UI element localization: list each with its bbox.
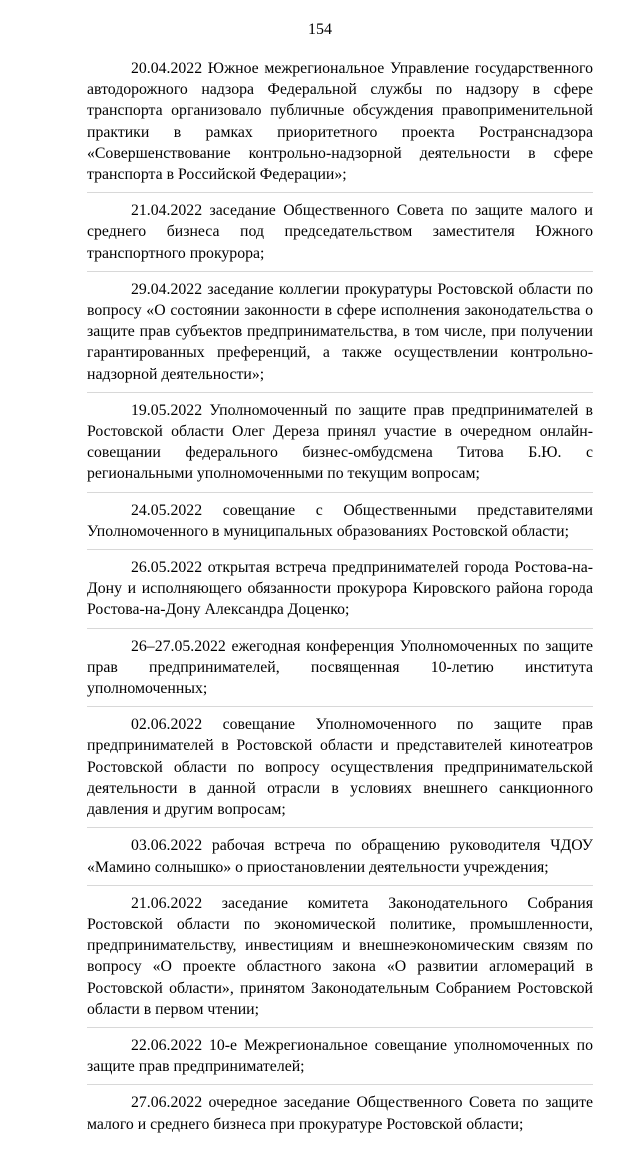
list-item: 19.05.2022 Уполномоченный по защите прав предпринимателей в Ростовской области Олег Дереза принял участие в очередном онлайн-совещании федерального бизнес-омбудсмена Титова Б.Ю. с региональными уполномоченными по текущим вопросам;: [87, 400, 593, 493]
list-item: 21.06.2022 заседание комитета Законодательного Собрания Ростовской области по экономической политике, промышленности, предпринимательству, инвестициям и внешнеэкономическим связям по вопросу «О проекте областного закона «О развитии агломераций в Ростовской области», принятом Законодательным Собранием Ростовской области в первом чтении;: [87, 893, 593, 1028]
list-item: 29.04.2022 заседание коллегии прокуратуры Ростовской области по вопросу «О состоянии законности в сфере исполнения законодательства о защите прав субъектов предпринимательства, в том числе, при получении гарантированных преференций, а также осуществлении контрольно-надзорной деятельности»;: [87, 279, 593, 393]
list-item: 26–27.05.2022 ежегодная конференция Уполномоченных по защите прав предпринимателей, посвященная 10-летию института уполномоченных;: [87, 636, 593, 708]
list-item: 26.05.2022 открытая встреча предпринимателей города Ростова-на-Дону и исполняющего обязанности прокурора Кировского района города Ростова-на-Дону Александра Доценко;: [87, 557, 593, 629]
list-item: 22.06.2022 10-е Межрегиональное совещание уполномоченных по защите прав предпринимателей;: [87, 1035, 593, 1085]
list-item: 02.06.2022 совещание Уполномоченного по защите прав предпринимателей в Ростовской области и представителей кинотеатров Ростовской области по вопросу осуществления предпринимательской деятельности в данной отрасли в условиях внешнего санкционного давления и другим вопросам;: [87, 714, 593, 828]
list-item: 03.06.2022 рабочая встреча по обращению руководителя ЧДОУ «Мамино солнышко» о приостановлении деятельности учреждения;: [87, 835, 593, 885]
list-item: 24.05.2022 совещание с Общественными представителями Уполномоченного в муниципальных образованиях Ростовской области;: [87, 500, 593, 550]
list-item: 27.06.2022 очередное заседание Общественного Совета по защите малого и среднего бизнеса при прокуратуре Ростовской области;: [87, 1094, 593, 1133]
list-item: 20.04.2022 Южное межрегиональное Управление государственного автодорожного надзора Федеральной службы по надзору в сфере транспорта организовало публичные обсуждения правоприменительной практики в рамках приоритетного проекта Ространснадзора «Совершенствование контрольно-надзорной деятельности в сфере транспорта в Российской Федерации»;: [87, 58, 593, 193]
document-body: [87, 58, 593, 1149]
list-item: 21.04.2022 заседание Общественного Совета по защите малого и среднего бизнеса под председательством заместителя Южного транспортного прокурора;: [87, 200, 593, 272]
page-number: 154: [308, 21, 332, 38]
